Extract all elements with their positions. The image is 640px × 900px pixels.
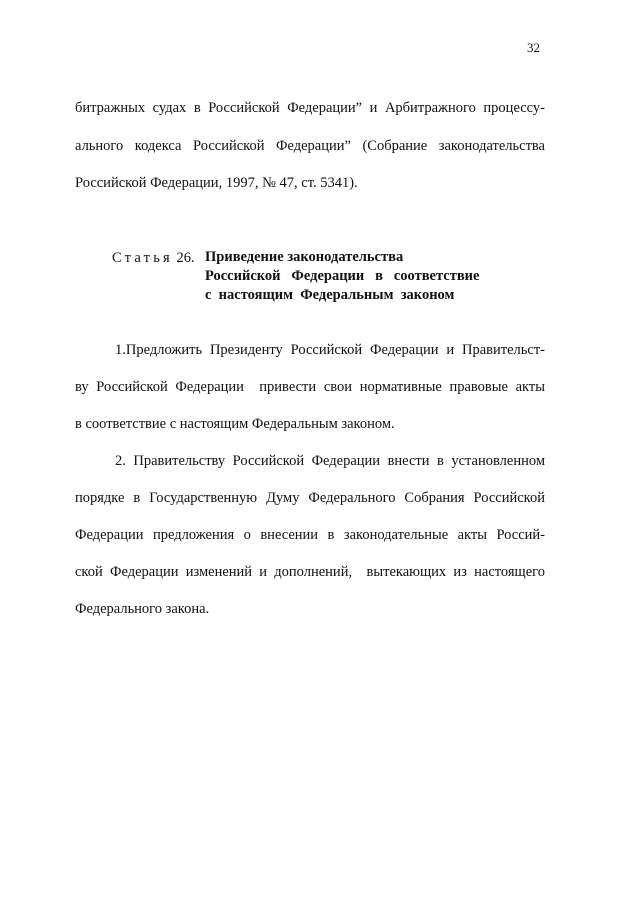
paragraph-1-line-2: ву Российской Федерации привести свои нормативные правовые акты [75, 379, 545, 395]
paragraph-2-line-4: ской Федерации изменений и дополнений, вытекающих из настоящего [75, 564, 545, 580]
article-number: 26. [176, 250, 195, 266]
article-heading [112, 250, 195, 267]
article-title-line-3: с настоящим Федеральным законом [205, 287, 455, 303]
article-title-line-2: Российской Федерации в соответствие [205, 268, 480, 284]
continuation-line-3: Российской Федерации, 1997, № 47, ст. 5341). [75, 175, 358, 191]
paragraph-1-line-3: в соответствие с настоящим Федеральным законом. [75, 416, 395, 432]
paragraph-1-line-1: 1.Предложить Президенту Российской Федерации и Правительст- [115, 342, 545, 358]
continuation-line-2: ального кодекса Российской Федерации” (Собрание законодательства [75, 138, 545, 154]
paragraph-2-line-1: 2. Правительству Российской Федерации внести в установленном [115, 453, 545, 469]
continuation-line-1: битражных судах в Российской Федерации” и Арбитражного процессу- [75, 100, 545, 116]
page-number: 32 [527, 40, 540, 55]
paragraph-2-line-5: Федерального закона. [75, 601, 210, 617]
article-word: Статья [112, 250, 173, 266]
paragraph-2-line-2: порядке в Государственную Думу Федерального Собрания Российской [75, 490, 545, 506]
article-title-line-1: Приведение законодательства [205, 249, 404, 265]
paragraph-2-line-3: Федерации предложения о внесении в законодательные акты Россий- [75, 527, 545, 543]
